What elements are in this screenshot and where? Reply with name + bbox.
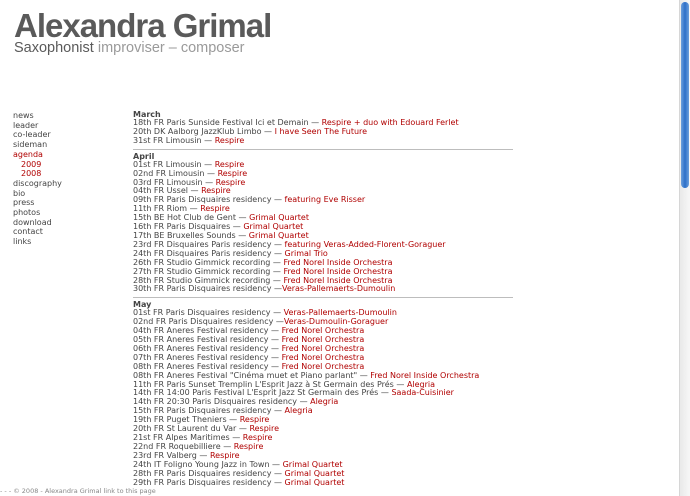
event-link[interactable]: Fred Norel Orchestra (281, 326, 365, 336)
event-text: 19th FR Puget Theniers — (133, 415, 240, 425)
nav-item-download[interactable]: download (13, 217, 52, 227)
event-link[interactable]: Veras-Pallemaerts-Dumoulin (283, 308, 397, 318)
month-heading: March (133, 110, 161, 119)
vertical-scrollbar[interactable] (679, 0, 690, 496)
event-text: 06th FR Aneres Festival residency — (133, 343, 282, 353)
event-text: 24th IT Foligno Young Jazz in Town — (133, 459, 283, 469)
event-link[interactable]: Alegria (284, 406, 313, 416)
event-text: 15th BE Hot Club de Gent — (133, 213, 250, 223)
nav-item-news[interactable]: news (13, 111, 34, 120)
event-text: 04th FR Aneres Festival residency — (133, 326, 282, 336)
event-link[interactable]: Respire (242, 433, 273, 442)
event-link[interactable]: Respire + duo with Edouard Ferlet (321, 118, 459, 127)
subtitle-light: improviser – composer (97, 40, 245, 56)
scrollbar-thumb[interactable] (681, 2, 689, 188)
event-link[interactable]: Respire (249, 424, 280, 434)
event-text: 16th FR Paris Disquaires — (133, 222, 244, 232)
event-link[interactable]: Fred Norel Orchestra (281, 343, 365, 353)
event-text: 03rd FR Limousin — (133, 177, 216, 187)
event-link[interactable]: Fred Norel Orchestra (281, 352, 365, 362)
nav-item-sideman[interactable]: sideman (13, 140, 48, 150)
event-link[interactable]: Respire (214, 159, 245, 169)
event-link[interactable]: Saada-Cuisinier (391, 388, 454, 398)
event-text: 29th FR Paris Disquaires residency — (133, 477, 285, 487)
footer (0, 487, 156, 495)
event-text: 27th FR Studio Gimmick recording — (133, 266, 284, 276)
nav-item-links[interactable]: links (13, 237, 32, 247)
event-link[interactable]: featuring Veras-Added-Florent-Goraguer (284, 239, 446, 249)
event-text: 30th FR Paris Disquaires residency — (133, 284, 282, 294)
event-link[interactable]: Grimal Quartet (243, 222, 304, 232)
event-link[interactable]: Veras-Pallemaerts-Dumoulin (281, 284, 396, 294)
event-link[interactable]: Respire (214, 135, 245, 145)
event-text: 18th FR Paris Sunside Festival Ici et Demain — (133, 118, 322, 127)
event-text: 23rd FR Valberg — (133, 450, 210, 460)
event-text: 15th FR Paris Disquaires residency — (133, 406, 285, 416)
event-link[interactable]: Grimal Quartet (248, 230, 309, 240)
event-link[interactable]: Grimal Quartet (249, 213, 309, 223)
event-text: 01st FR Paris Disquaires residency — (133, 308, 284, 318)
site-subtitle (14, 41, 271, 55)
nav-item-contact[interactable]: contact (13, 227, 43, 237)
event-text: 05th FR Aneres Festival residency — (133, 335, 282, 345)
event-link[interactable]: Fred Norel Inside Orchestra (283, 257, 393, 267)
event-link[interactable]: Fred Norel Inside Orchestra (370, 370, 480, 380)
event-row (133, 285, 513, 294)
event-text: 22nd FR Roquebilliere — (133, 441, 234, 451)
footer-permalink[interactable]: link to this page (103, 487, 156, 495)
event-link[interactable]: Fred Norel Inside Orchestra (283, 275, 393, 285)
event-text: 17th BE Bruxelles Sounds — (133, 230, 249, 240)
event-text: 14th FR 14:00 Paris Festival L'Esprit Jazz St Germain des Prés — (133, 388, 392, 398)
month-heading: April (133, 151, 155, 161)
event-text: 11th FR Riom — (133, 204, 201, 214)
month-heading: May (133, 300, 152, 310)
event-link[interactable]: Alegria (310, 397, 339, 407)
event-link[interactable]: Grimal Quartet (282, 459, 343, 469)
event-text: 02nd FR Paris Disquaires residency — (133, 317, 284, 327)
month-divider (133, 149, 513, 150)
event-link[interactable]: Alegria (406, 379, 436, 389)
event-text: 24th FR Disquaires Paris residency — (133, 248, 285, 258)
event-link[interactable]: Fred Norel Orchestra (281, 361, 365, 371)
event-link[interactable]: Respire (217, 168, 248, 178)
event-text: 26th FR Studio Gimmick recording — (133, 257, 284, 267)
nav-item-2008[interactable]: 2008 (21, 169, 42, 179)
event-link[interactable]: Respire (215, 177, 246, 187)
event-row (133, 479, 513, 488)
event-link[interactable]: Respire (233, 441, 264, 451)
agenda-content (133, 110, 513, 487)
event-text: 02nd FR Limousin — (133, 168, 218, 178)
event-text: 04th FR Ussel — (133, 186, 202, 196)
event-text: 28th FR Paris Disquaires residency — (133, 468, 285, 478)
nav-item-co-leader[interactable]: co-leader (13, 130, 51, 140)
nav-item-press[interactable]: press (13, 198, 35, 208)
event-text: 31st FR Limousin — (133, 135, 215, 145)
event-link[interactable]: Grimal Trio (284, 248, 328, 258)
nav-item-2009[interactable]: 2009 (21, 159, 42, 169)
event-row (133, 137, 513, 146)
event-link[interactable]: Respire (201, 186, 231, 196)
site-header (14, 8, 271, 55)
event-link[interactable]: Grimal Quartet (284, 477, 345, 487)
subtitle-main: Saxophonist (14, 40, 98, 56)
event-text: 28th FR Studio Gimmick recording — (133, 275, 284, 285)
month-divider (133, 297, 513, 298)
event-link[interactable]: I have Seen The Future (274, 126, 368, 136)
event-text: 01st FR Limousin — (133, 159, 215, 169)
event-link[interactable]: Grimal Quartet (284, 468, 345, 478)
nav-item-leader[interactable]: leader (13, 120, 39, 130)
event-text: 08th FR Aneres Festival residency — (133, 361, 282, 371)
event-text: 23rd FR Disquaires Paris residency — (133, 239, 285, 249)
nav-item-photos[interactable]: photos (13, 208, 41, 218)
event-text: 20th FR St Laurent du Var — (133, 424, 250, 434)
site-title[interactable]: Alexandra Grimal (14, 7, 272, 44)
event-link[interactable]: Respire (200, 204, 230, 214)
nav-item-bio[interactable]: bio (13, 188, 26, 198)
main-nav (13, 111, 62, 247)
event-link[interactable]: Fred Norel Inside Orchestra (283, 266, 393, 276)
footer-copyright: - - - © 2008 - Alexandra Grimal (0, 487, 104, 495)
nav-item-discography[interactable]: discography (13, 178, 62, 188)
event-text: 07th FR Aneres Festival residency — (133, 352, 282, 362)
nav-item-agenda[interactable]: agenda (13, 149, 43, 159)
event-link[interactable]: Respire (239, 415, 270, 425)
event-text: 20th DK Aalborg JazzKlub Limbo — (133, 126, 275, 136)
event-link[interactable]: Veras-Dumoulin-Goraguer (283, 317, 389, 327)
event-link[interactable]: Fred Norel Orchestra (281, 335, 365, 345)
event-text: 11th FR Paris Sunset Tremplin L'Esprit Jazz à St Germain des Prés — (133, 379, 407, 389)
event-text: 08th FR Aneres Festival "Cinéma muet et Piano parlant" — (133, 370, 371, 380)
event-text: 14th FR 20:30 Paris Disquaires residency — (133, 397, 311, 407)
event-text: 09th FR Paris Disquaires residency — (133, 195, 285, 205)
event-link[interactable]: featuring Eve Risser (284, 195, 366, 205)
event-link[interactable]: Respire (209, 450, 240, 460)
event-text: 21st FR Alpes Maritimes — (133, 433, 243, 442)
